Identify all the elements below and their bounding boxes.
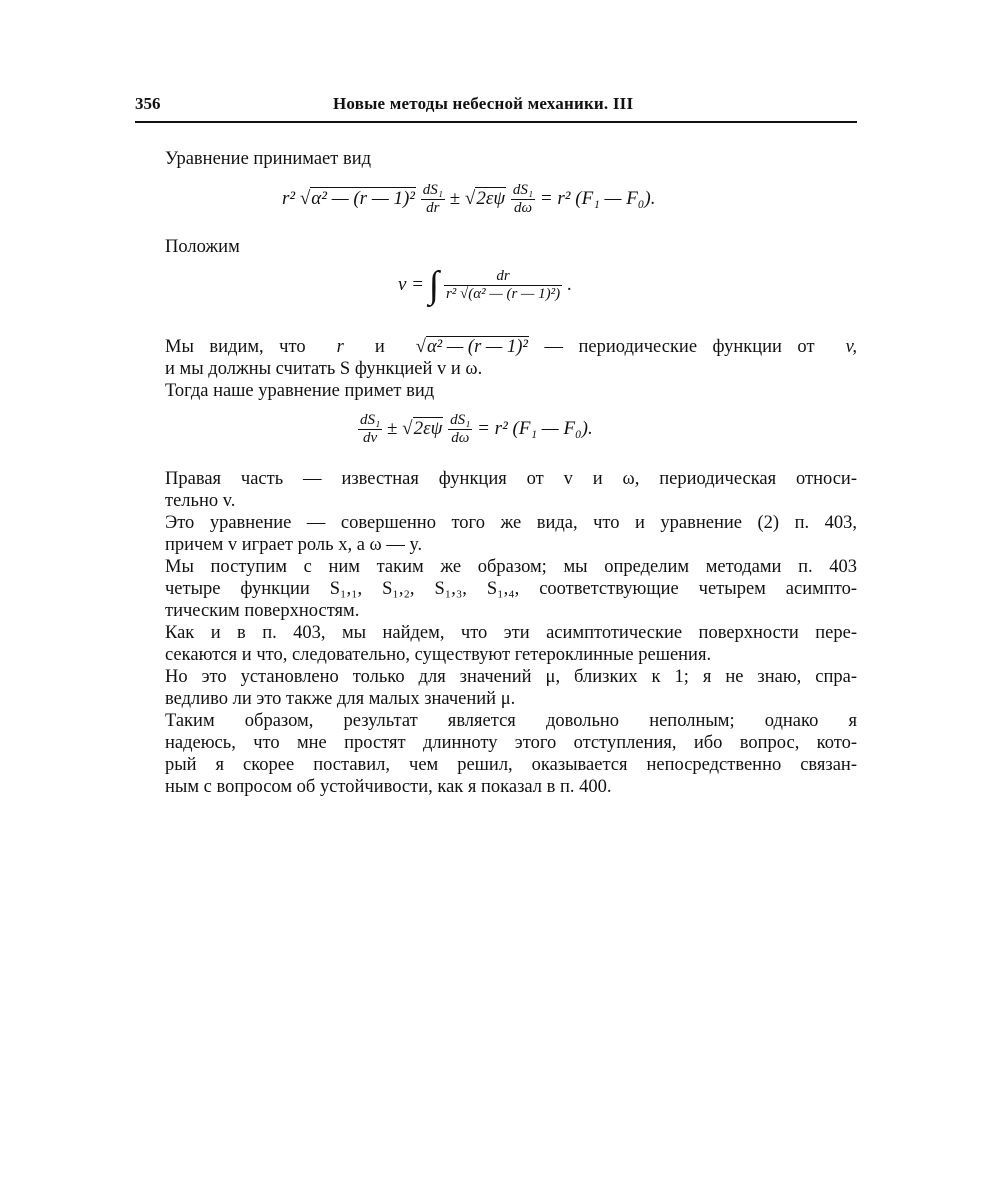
eq3-plus-minus: ±	[386, 417, 398, 439]
eq2-frac-num: dr	[444, 268, 562, 286]
p3-text-a: Мы видим, что	[165, 337, 306, 357]
eq3-frac1-den: dv	[363, 430, 378, 446]
paragraph-then: Тогда наше уравнение примет вид	[165, 381, 435, 401]
p3-var-v: v,	[845, 337, 858, 357]
paragraph-same-type-line-1: Это уравнение — совершенно того же вида, что и уравнение (2) п. 403,	[165, 513, 857, 533]
paragraph-equation-intro: Уравнение принимает вид	[165, 149, 372, 169]
paragraph-intersect-line-2: секаются и что, следовательно, существуют гетероклинные решения.	[165, 645, 712, 665]
paragraph-methods-line-1: Мы поступим с ним таким же образом; мы определим методами п. 403	[165, 557, 857, 577]
paragraph-let: Положим	[165, 237, 240, 257]
running-title: Новые методы небесной механики. III	[333, 94, 634, 113]
eq2-period: .	[566, 274, 572, 295]
equation-2	[398, 266, 572, 304]
p3-text-b: — периодические функции от	[544, 337, 815, 357]
eq1-frac-domega	[511, 182, 535, 217]
eq3-frac2-num: dS₁	[450, 412, 471, 428]
eq3-sqrt-radicand: 2εψ	[413, 417, 443, 439]
header-rule	[135, 121, 857, 123]
eq1-frac1-num: dS₁	[422, 182, 443, 198]
eq1-plus-minus: ±	[449, 187, 461, 209]
paragraph-right-side-line-2: тельно v.	[165, 491, 236, 511]
eq3-rhs: = r² (F₁ — F₀).	[477, 417, 593, 439]
eq3-frac2-den: dω	[451, 430, 470, 446]
p3-sqrt: √α² — (r — 1)²	[415, 337, 528, 357]
eq1-sqrt2-radicand: 2εψ	[476, 187, 506, 209]
equation-1	[282, 182, 655, 217]
eq3-frac1-num: dS₁	[360, 412, 381, 428]
eq1-frac-dr	[421, 182, 445, 217]
p3-and: и	[374, 337, 385, 357]
eq3-frac-dv	[358, 412, 382, 447]
eq1-rhs: = r² (F₁ — F₀).	[539, 187, 656, 209]
paragraph-methods-line-3: тическим поверхностям.	[165, 601, 360, 621]
eq3-frac-domega	[448, 412, 472, 447]
paragraph-periodic-line-2: и мы должны считать S функцией v и ω.	[165, 359, 483, 379]
paragraph-conclusion-line-2: надеюсь, что мне простят длинноту этого отступления, ибо вопрос, кото-	[165, 733, 857, 753]
paragraph-mu-line-2: ведливо ли это также для малых значений μ.	[165, 689, 516, 709]
eq1-frac2-den: dω	[513, 200, 533, 216]
eq1-r2: r²	[282, 187, 296, 209]
paragraph-right-side-line-1: Правая часть — известная функция от v и ω, периодическая относи-	[165, 469, 857, 489]
integral-sign: ∫	[428, 264, 440, 306]
eq1-sqrt2: √2εψ	[464, 187, 506, 209]
eq1-frac2-num: dS₁	[512, 182, 534, 198]
running-header	[135, 92, 855, 116]
eq2-lhs: v =	[398, 274, 425, 295]
eq1-sqrt: √α² — (r — 1)²	[299, 187, 415, 209]
paragraph-same-type-line-2: причем v играет роль x, а ω — y.	[165, 535, 423, 555]
eq1-sqrt-radicand: α² — (r — 1)²	[311, 187, 415, 209]
equation-3	[358, 412, 593, 447]
paragraph-mu-line-1: Но это установлено только для значений μ, близких к 1; я не знаю, спра-	[165, 667, 857, 687]
paragraph-periodic-line-1	[165, 336, 857, 358]
eq1-frac1-den: dr	[426, 200, 440, 216]
eq2-frac	[444, 268, 562, 303]
paragraph-intersect-line-1: Как и в п. 403, мы найдем, что эти асимптотические поверхности пере-	[165, 623, 857, 643]
paragraph-conclusion-line-1: Таким образом, результат является довольно неполным; однако я	[165, 711, 857, 731]
eq3-sqrt: √2εψ	[402, 417, 443, 439]
page-number: 356	[135, 94, 161, 113]
eq2-frac-den: r² √(α² — (r — 1)²)	[445, 285, 561, 302]
paragraph-methods-line-2: четыре функции S₁,₁, S₁,₂, S₁,₃, S₁,₄, соответствующие четырем асимпто-	[165, 579, 857, 599]
paragraph-conclusion-line-3: рый я скорее поставил, чем решил, оказывается непосредственно связан-	[165, 755, 857, 775]
paragraph-conclusion-line-4: ным с вопросом об устойчивости, как я показал в п. 400.	[165, 777, 612, 797]
p3-var-r: r	[336, 337, 344, 357]
p3-sqrt-radicand: α² — (r — 1)²	[426, 337, 528, 357]
